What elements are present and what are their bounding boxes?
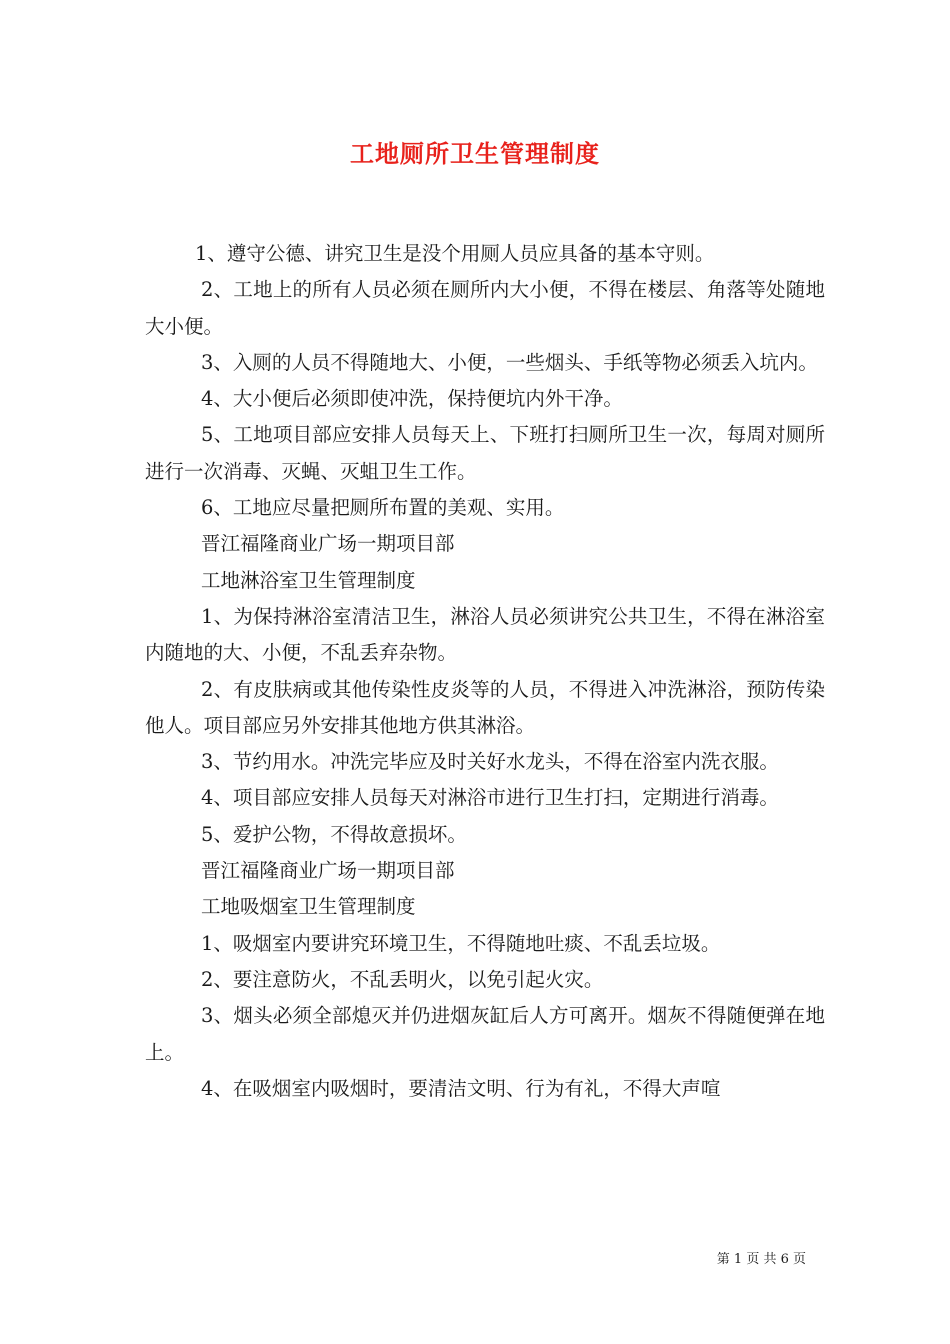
paragraph: 3、烟头必须全部熄灭并仍进烟灰缸后人方可离开。烟灰不得随便弹在地上。 (145, 1004, 825, 1064)
document-title: 工地厕所卫生管理制度 (350, 139, 600, 168)
paragraph: 2、要注意防火，不乱丢明火，以免引起火灾。 (201, 967, 604, 991)
organization-name: 晋江福隆商业广场一期项目部 (201, 859, 455, 883)
paragraph: 4、大小便后必须即使冲洗，保持便坑内外干净。 (201, 387, 623, 411)
document-body (145, 236, 825, 1107)
section-heading: 工地淋浴室卫生管理制度 (201, 568, 416, 592)
paragraph: 5、工地项目部应安排人员每天上、下班打扫厕所卫生一次，每周对厕所进行一次消毒、灭蝇、灭蛆卫生工作。 (145, 423, 825, 483)
paragraph: 1、遵守公德、讲究卫生是没个用厕人员应具备的基本守则。 (195, 242, 715, 265)
paragraph: 2、有皮肤病或其他传染性皮炎等的人员，不得进入冲洗淋浴，预防传染他人。项目部应另外安排其他地方供其淋浴。 (145, 677, 825, 737)
paragraph: 4、项目部应安排人员每天对淋浴市进行卫生打扫，定期进行消毒。 (201, 786, 779, 810)
paragraph: 4、在吸烟室内吸烟时，要清洁文明、行为有礼，不得大声喧 (201, 1076, 721, 1100)
section-heading: 工地吸烟室卫生管理制度 (201, 895, 416, 919)
paragraph: 3、入厕的人员不得随地大、小便，一些烟头、手纸等物必须丢入坑内。 (201, 350, 818, 374)
paragraph: 1、吸烟室内要讲究环境卫生，不得随地吐痰、不乱丢垃圾。 (201, 931, 721, 955)
organization-name: 晋江福隆商业广场一期项目部 (201, 532, 455, 556)
paragraph: 3、节约用水。冲洗完毕应及时关好水龙头，不得在浴室内洗衣服。 (201, 750, 779, 774)
paragraph: 6、工地应尽量把厕所布置的美观、实用。 (201, 496, 565, 520)
paragraph: 2、工地上的所有人员必须在厕所内大小便，不得在楼层、角落等处随地大小便。 (145, 278, 825, 338)
page-number: 第 1 页 共 6 页 (716, 1252, 806, 1267)
paragraph: 1、为保持淋浴室清洁卫生，淋浴人员必须讲究公共卫生，不得在淋浴室内随地的大、小便，不乱丢弃杂物。 (145, 604, 825, 665)
paragraph: 5、爱护公物，不得故意损坏。 (201, 822, 467, 846)
